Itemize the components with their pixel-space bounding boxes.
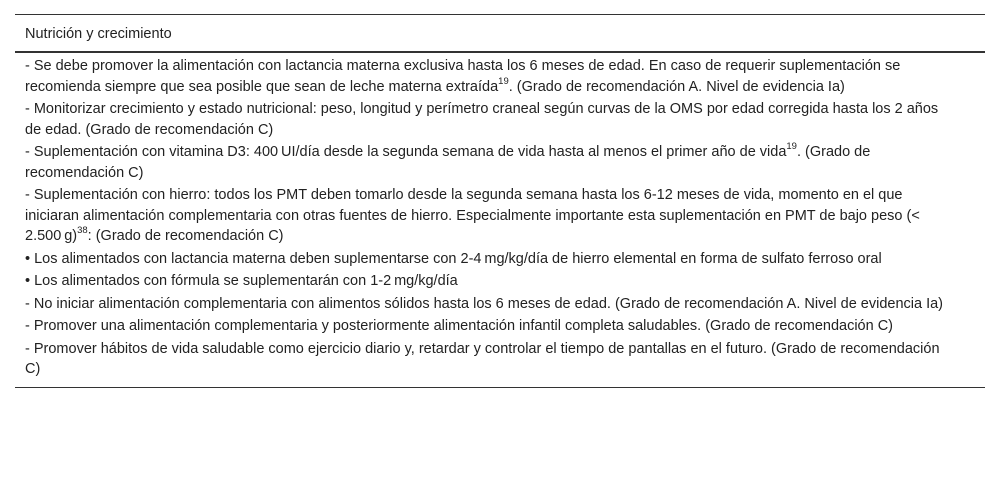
table-header: Nutrición y crecimiento	[15, 15, 985, 53]
table-row	[15, 316, 985, 339]
table-body	[15, 53, 985, 388]
row-text: - No iniciar alimentación complementaria con alimentos sólidos hasta los 6 meses de edad. (Grado de recomendación A. Nivel de evidencia Ia)	[25, 295, 944, 312]
table-row	[15, 249, 985, 272]
row-text: • Los alimentados con fórmula se suplementarán con 1-2 mg/kg/día	[25, 273, 458, 289]
row-text: • Los alimentados con lactancia materna deben suplementarse con 2-4 mg/kg/día de hierro elemental en forma de sulfato ferroso oral	[25, 250, 882, 267]
row-text: - Promover hábitos de vida saludable como ejercicio diario y, retardar y controlar el tiempo de pantallas en el futuro. (Grado de recomendación C)	[25, 340, 940, 377]
recommendations-table	[15, 14, 985, 388]
row-text-continued: . (Grado de recomendación C)	[25, 144, 871, 181]
table-row	[15, 271, 985, 294]
table-row	[15, 99, 985, 142]
row-text: - Suplementación con hierro: todos los PMT deben tomarlo desde la segunda semana hasta los 6-12 meses de vida, momento en el que iniciaran alimentación complementaria con otras fuentes de hierro. Especialmente importante esta suplementación en PMT de bajo peso (< 2.500 g)	[25, 187, 923, 244]
row-text: - Promover una alimentación complementaria y posteriormente alimentación infantil completa saludables. (Grado de recomendación C)	[25, 318, 894, 334]
row-text-continued: . (Grado de recomendación A. Nivel de evidencia Ia)	[508, 78, 845, 95]
citation-superscript: 19	[786, 141, 797, 153]
table-row	[15, 56, 985, 99]
row-text: - Suplementación con vitamina D3: 400 UI/día desde la segunda semana de vida hasta al menos el primer año de vida	[25, 144, 787, 160]
table-row	[15, 185, 985, 249]
row-text-continued: : (Grado de recomendación C)	[87, 228, 284, 244]
row-text: - Monitorizar crecimiento y estado nutricional: peso, longitud y perímetro craneal según curvas de la OMS por edad corregida hasta los 2 años de edad. (Grado de recomendación C)	[25, 101, 939, 138]
table-row	[15, 294, 985, 317]
table-row	[15, 339, 985, 387]
citation-superscript: 38	[77, 225, 88, 237]
table-row	[15, 142, 985, 185]
row-text: - Se debe promover la alimentación con lactancia materna exclusiva hasta los 6 meses de edad. En caso de requerir suplementación se recomienda siempre que sea posible que sean de leche materna extraída	[25, 58, 901, 95]
citation-superscript: 19	[498, 75, 509, 87]
